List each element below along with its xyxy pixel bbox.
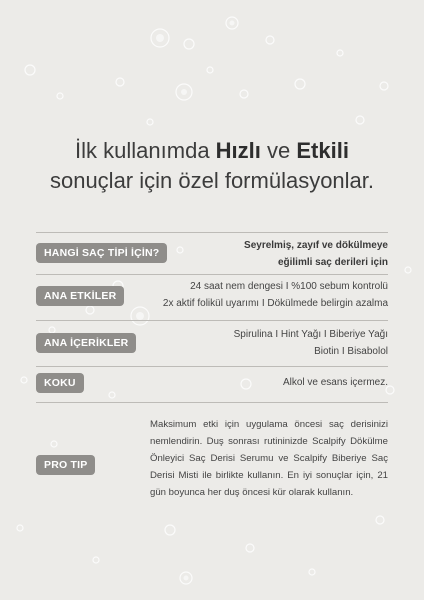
effects-line-1: 24 saat nem dengesi I %100 sebum kontrolü <box>190 281 388 292</box>
scent-label: KOKU <box>36 373 84 393</box>
headline-bold-fast: Hızlı <box>215 138 261 163</box>
hair-type-line-2: eğilimli saç derileri için <box>277 257 388 268</box>
headline-prefix: İlk kullanımda <box>75 138 216 163</box>
headline-conjunction: ve <box>260 138 297 163</box>
scent-value <box>283 374 388 391</box>
ingredients-value <box>234 326 388 360</box>
divider <box>36 402 388 403</box>
headline <box>0 136 424 196</box>
hair-type-line-1: Seyrelmiş, zayıf ve dökülmeye <box>244 240 388 251</box>
divider <box>36 232 388 233</box>
scent-line-1: Alkol ve esans içermez. <box>282 377 388 388</box>
protip-label: PRO TIP <box>36 455 95 475</box>
ingredients-label: ANA İÇERİKLER <box>36 333 136 353</box>
headline-bold-effective: Etkili <box>296 138 349 163</box>
divider <box>36 274 388 275</box>
protip-text: Maksimum etki için uygulama öncesi saç derisinizi nemlendirin. Duş sonrası rutininizde Scalpify Dökülme Önleyici Saç Derisi Serumu ve Scalpify Biberiye Saç Derisi Misti ile birlikte kullanın. En iyi sonuçlar için, 21 gün boyunca her duş öncesi kür olarak kullanın. <box>150 419 388 498</box>
headline-line-2: sonuçlar için özel formülasyonlar. <box>49 168 375 193</box>
hair-type-value <box>244 237 388 271</box>
headline-line-1 <box>0 136 424 166</box>
divider <box>36 366 388 367</box>
divider <box>36 320 388 321</box>
effects-label: ANA ETKİLER <box>36 286 124 306</box>
ingredients-line-2: Biotin I Bisabolol <box>314 346 388 357</box>
ingredients-line-1: Spirulina I Hint Yağı I Biberiye Yağı <box>233 329 388 340</box>
hair-type-label: HANGİ SAÇ TİPİ İÇİN? <box>36 243 167 263</box>
effects-line-2: 2x aktif folikül uyarımı I Dökülmede belirgin azalma <box>162 298 388 309</box>
effects-value <box>163 278 388 312</box>
